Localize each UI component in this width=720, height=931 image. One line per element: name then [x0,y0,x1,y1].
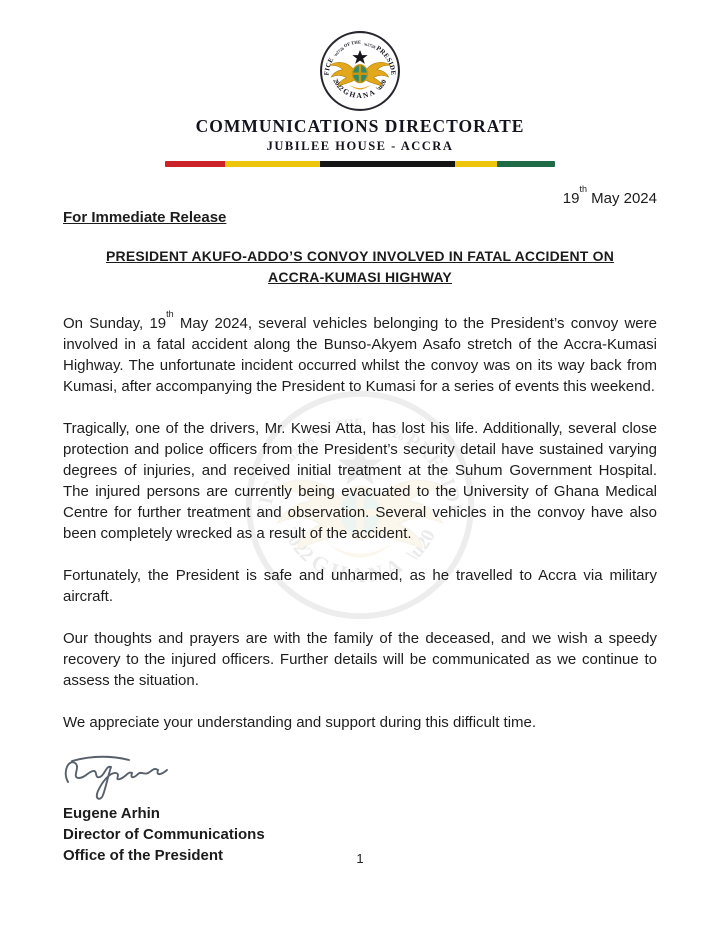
date-line: 19th May 2024 [562,184,657,207]
flag-segment-gold [225,161,320,167]
org-name: COMMUNICATIONS DIRECTORATE [195,116,525,136]
ghana-presidential-seal-icon [319,30,401,112]
ghana-flag-divider [165,161,555,167]
page-number: 1 [356,851,364,866]
title-line-2: ACCRA-KUMASI HIGHWAY [268,269,452,285]
signoff-name: Eugene Arhin [63,805,160,822]
paragraph-5: We appreciate your understanding and support during this difficult time. [63,714,537,731]
paragraph-4: Our thoughts and prayers are with the family of the deceased, and we wish a speedy recovery to the injured officers. Further details will be communicated as we continue to assess the situation. [63,630,657,689]
paragraph-3: Fortunately, the President is safe and unharmed, as he travelled to Accra via military aircraft. [63,567,657,605]
document-title [63,246,657,288]
signoff-office: Office of the President [63,847,224,864]
letter-body [0,184,720,866]
paragraph-1: On Sunday, 19th May 2024, several vehicles belonging to the President’s convoy were involved in a fatal accident along the Bunso-Akyem Asafo stretch of the Accra-Kumasi Highway. The unfortunate incident occurred whilst the convoy was on its way back from Kumasi, after accompanying the President to Kumasi for a series of events this weekend. [63,309,657,395]
flag-segment-green [497,161,555,167]
handwritten-signature [59,749,187,801]
paragraph-2: Tragically, one of the drivers, Mr. Kwesi Atta, has lost his life. Additionally, several close protection and police officers from the President’s security detail have sustained varying degrees of injuries, and received initial treatment at the Suhum Government Hospital. The injured persons are currently being evacuated to the University of Ghana Medical Centre for further treatment and observation. Several vehicles in the convoy have also been completely wrecked as a result of the accident. [63,420,657,542]
org-location: JUBILEE HOUSE - ACCRA [266,139,454,153]
signoff-title: Director of Communications [63,826,265,843]
title-line-1: PRESIDENT AKUFO-ADDO’S CONVOY INVOLVED IN FATAL ACCIDENT ON [105,248,615,264]
letterhead [0,30,720,167]
release-label: For Immediate Release [63,209,227,226]
flag-segment-gold-2 [455,161,497,167]
flag-segment-red [165,161,225,167]
flag-segment-black [320,161,455,167]
